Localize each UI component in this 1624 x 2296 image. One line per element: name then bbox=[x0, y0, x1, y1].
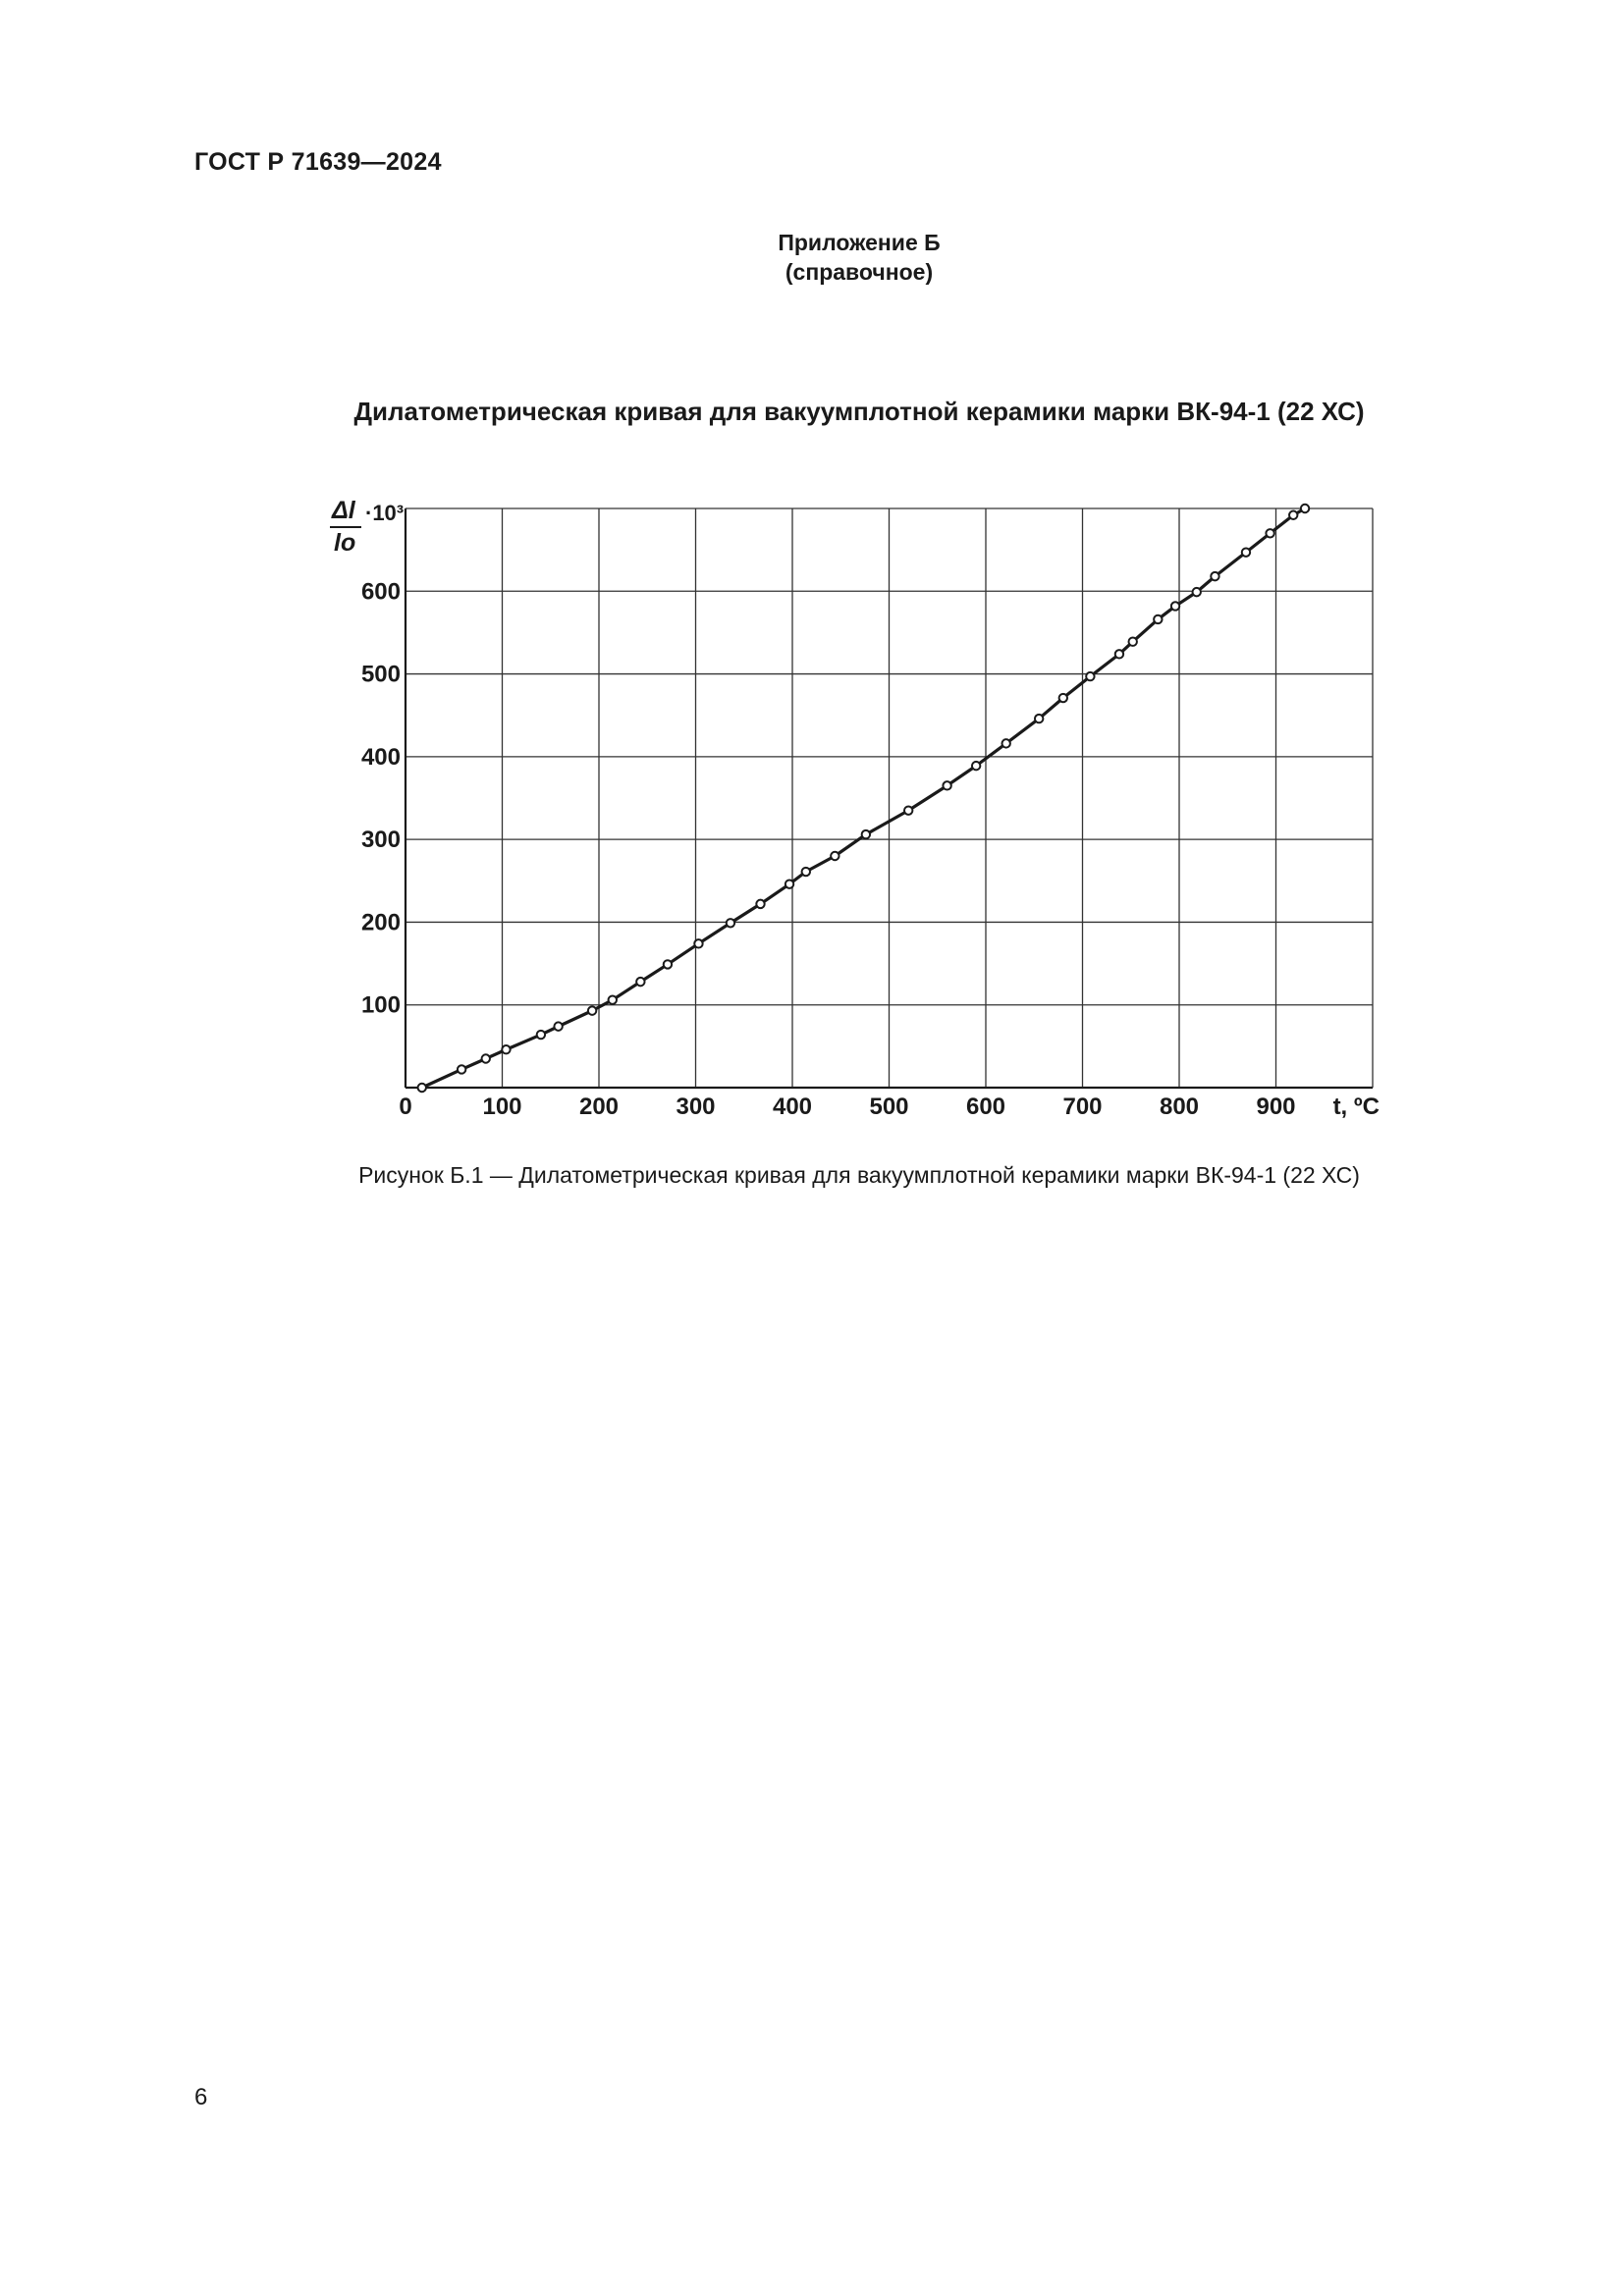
data-point bbox=[756, 900, 764, 908]
data-point bbox=[1115, 650, 1123, 658]
x-axis-label: t, ºC bbox=[1332, 1094, 1380, 1120]
data-point bbox=[1086, 672, 1094, 680]
data-point bbox=[554, 1022, 562, 1030]
page-number: 6 bbox=[194, 2084, 208, 2110]
x-tick-label: 900 bbox=[1256, 1094, 1296, 1120]
y-axis-label bbox=[330, 497, 404, 557]
data-point bbox=[1301, 505, 1309, 512]
data-point bbox=[482, 1054, 490, 1062]
y-tick-label: 300 bbox=[360, 827, 401, 854]
data-point bbox=[1129, 638, 1137, 646]
x-tick-label: 0 bbox=[399, 1094, 412, 1120]
appendix-heading bbox=[0, 228, 1624, 287]
y-tick-label: 200 bbox=[360, 909, 401, 936]
appendix-title: Приложение Б bbox=[778, 230, 941, 255]
dilatometric-chart bbox=[314, 486, 1394, 1134]
y-tick-label: 100 bbox=[360, 991, 401, 1019]
data-points bbox=[418, 505, 1310, 1092]
chart-tick-labels bbox=[361, 578, 1296, 1120]
data-point bbox=[1154, 615, 1162, 623]
data-point bbox=[943, 781, 950, 789]
data-point bbox=[694, 939, 702, 947]
y-tick-label: 600 bbox=[360, 578, 401, 606]
data-point bbox=[802, 868, 810, 876]
figure-title-text: Дилатометрическая кривая для вакуумплотной керамики марки ВК-94-1 (22 ХС) bbox=[353, 397, 1365, 426]
x-tick-label: 800 bbox=[1159, 1094, 1200, 1120]
data-point bbox=[1242, 548, 1250, 556]
x-tick-label: 300 bbox=[676, 1094, 716, 1120]
data-point bbox=[502, 1045, 510, 1053]
data-point bbox=[727, 919, 734, 927]
document-code: ГОСТ Р 71639—2024 bbox=[194, 148, 442, 176]
data-point bbox=[1193, 588, 1201, 596]
data-point bbox=[458, 1065, 465, 1073]
data-point bbox=[1289, 511, 1297, 519]
x-tick-label: 500 bbox=[869, 1094, 909, 1120]
data-point bbox=[1266, 529, 1273, 537]
data-point bbox=[636, 978, 644, 986]
figure-caption-text: Рисунок Б.1 — Дилатометрическая кривая для вакуумплотной керамики марки ВК-94-1 (22 ХС) bbox=[358, 1162, 1360, 1188]
data-point bbox=[785, 880, 793, 887]
y-label-numerator: Δl bbox=[332, 497, 355, 524]
x-tick-label: 700 bbox=[1062, 1094, 1103, 1120]
data-point bbox=[1059, 694, 1067, 702]
data-point bbox=[1171, 602, 1179, 610]
x-tick-label: 200 bbox=[578, 1094, 620, 1120]
data-point bbox=[1001, 739, 1009, 747]
data-point bbox=[418, 1084, 426, 1092]
x-tick-label: 400 bbox=[772, 1094, 813, 1120]
data-point bbox=[831, 852, 839, 860]
appendix-note: (справочное) bbox=[785, 259, 934, 285]
data-point bbox=[588, 1006, 596, 1014]
x-tick-label: 100 bbox=[482, 1094, 522, 1120]
y-label-denominator: lо bbox=[334, 529, 356, 557]
y-tick-label: 400 bbox=[360, 743, 401, 771]
data-point bbox=[1211, 572, 1218, 580]
data-point bbox=[1035, 715, 1043, 722]
figure-title bbox=[0, 397, 1624, 427]
figure-caption bbox=[0, 1162, 1624, 1189]
data-point bbox=[972, 762, 980, 770]
chart-grid bbox=[406, 508, 1373, 1088]
y-label-multiplier: ·10³ bbox=[365, 501, 405, 525]
data-point bbox=[537, 1031, 545, 1039]
data-point bbox=[904, 806, 912, 814]
data-point bbox=[609, 995, 617, 1003]
data-point bbox=[664, 960, 672, 968]
x-tick-label: 600 bbox=[965, 1094, 1006, 1120]
y-tick-label: 500 bbox=[360, 661, 401, 688]
data-point bbox=[862, 830, 870, 838]
series-line bbox=[422, 508, 1305, 1088]
